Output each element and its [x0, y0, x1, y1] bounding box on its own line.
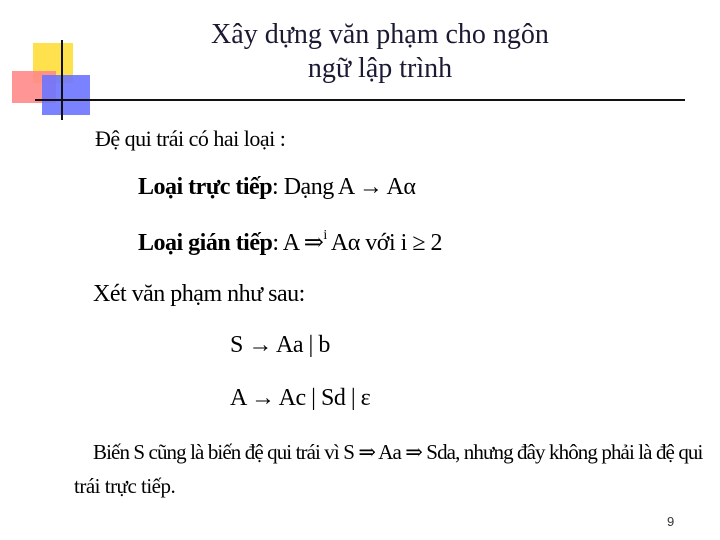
indirect-text-b: Aα với i ≥ 2: [326, 230, 442, 256]
grammar-rule-2: A → Ac | Sd | ε: [230, 385, 371, 411]
indirect-text-a: : A ⇒: [272, 230, 324, 256]
title-underline: [35, 99, 685, 101]
grammar-rule-1: S → Aa | b: [230, 332, 330, 358]
indirect-superscript: i: [323, 228, 327, 243]
decor-vertical-line: [61, 40, 63, 120]
indirect-recursion-line: [138, 228, 442, 257]
conclusion-line-2: trái trực tiếp.: [74, 474, 176, 498]
direct-recursion-line: [138, 174, 415, 201]
intro-text: Đệ qui trái có hai loại :: [95, 126, 286, 151]
title-line-1: Xây dựng văn phạm cho ngôn: [211, 19, 549, 50]
indirect-label: Loại gián tiếp: [138, 230, 273, 256]
decor-blue-square: [42, 75, 90, 115]
direct-text: : Dạng A → Aα: [272, 174, 416, 200]
page-number: 9: [667, 514, 675, 529]
title-line-2: ngữ lập trình: [307, 53, 453, 84]
slide-title: [110, 18, 650, 86]
conclusion-line-1: Biến S cũng là biến đệ qui trái vì S ⇒ Aa ⇒ Sda, nhưng đây không phải là đệ qui: [93, 440, 703, 464]
direct-label: Loại trực tiếp: [138, 174, 273, 200]
consider-text: Xét văn phạm như sau:: [93, 281, 305, 307]
